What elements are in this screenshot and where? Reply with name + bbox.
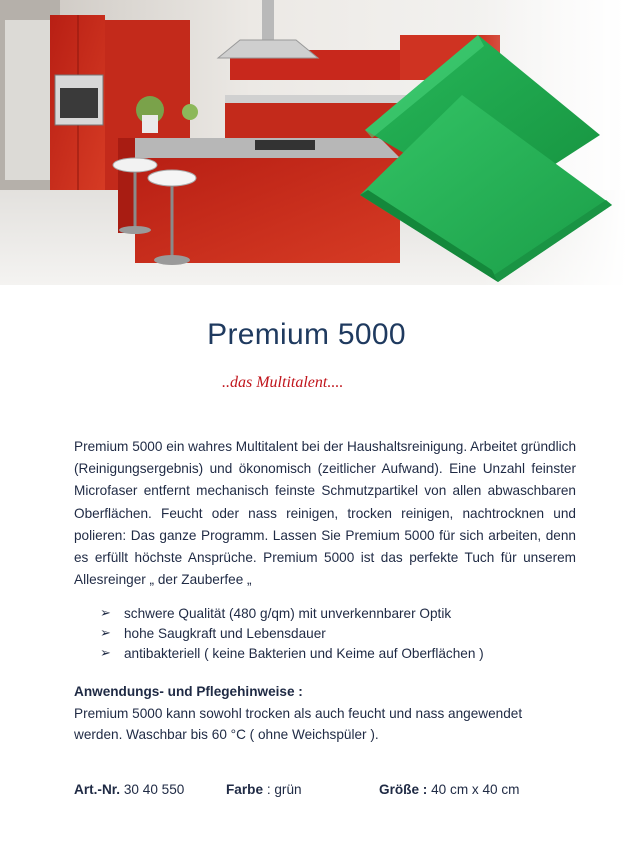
color-info bbox=[226, 782, 302, 797]
color-value: : grün bbox=[266, 782, 302, 797]
list-item: ➢ antibakteriell ( keine Bakterien und Keime auf Oberflächen ) bbox=[100, 644, 484, 664]
size-label: Größe : bbox=[379, 782, 428, 797]
article-number bbox=[74, 782, 184, 797]
hero-image bbox=[0, 0, 627, 285]
list-item: ➢ hohe Saugkraft und Lebensdauer bbox=[100, 624, 484, 644]
care-heading: Anwendungs- und Pflegehinweise : bbox=[74, 684, 303, 699]
size-info bbox=[379, 782, 520, 797]
feature-list bbox=[100, 604, 484, 664]
arrow-bullet-icon: ➢ bbox=[100, 646, 111, 661]
page-title: Premium 5000 bbox=[207, 318, 406, 351]
product-description: Premium 5000 ein wahres Multitalent bei der Haushaltsreinigung. Arbeitet gründlich (Reinigungsergebnis) und ökonomisch (zeitlicher Aufwand). Eine Unzahl feinster Microfaser entfernt mechanisch feinste Schmutzpartikel von allen abwaschbaren Oberflächen. Feucht oder nass reinigen, trocken reinigen, nachtrocknen und polieren: Das ganze Programm. Lassen Sie Premium 5000 für sich arbeiten, denn es erfüllt höchste Ansprüche. Premium 5000 ist das perfekte Tuch für unserem Allesreinger „ der Zauberfee „ bbox=[74, 439, 576, 588]
kitchen-photo bbox=[0, 0, 627, 285]
art-label: Art.-Nr. bbox=[74, 782, 121, 797]
arrow-bullet-icon: ➢ bbox=[100, 626, 111, 641]
arrow-bullet-icon: ➢ bbox=[100, 606, 111, 621]
color-label: Farbe bbox=[226, 782, 264, 797]
care-text: Premium 5000 kann sowohl trocken als auch feucht und nass angewendet werden. Waschbar bis 60 °C ( ohne Weichspüler ). bbox=[74, 706, 523, 742]
size-value: 40 cm x 40 cm bbox=[431, 782, 520, 797]
list-item: ➢ schwere Qualität (480 g/qm) mit unverkennbarer Optik bbox=[100, 604, 484, 624]
art-value: 30 40 550 bbox=[123, 782, 185, 797]
subtitle: ..das Multitalent.... bbox=[222, 374, 344, 391]
